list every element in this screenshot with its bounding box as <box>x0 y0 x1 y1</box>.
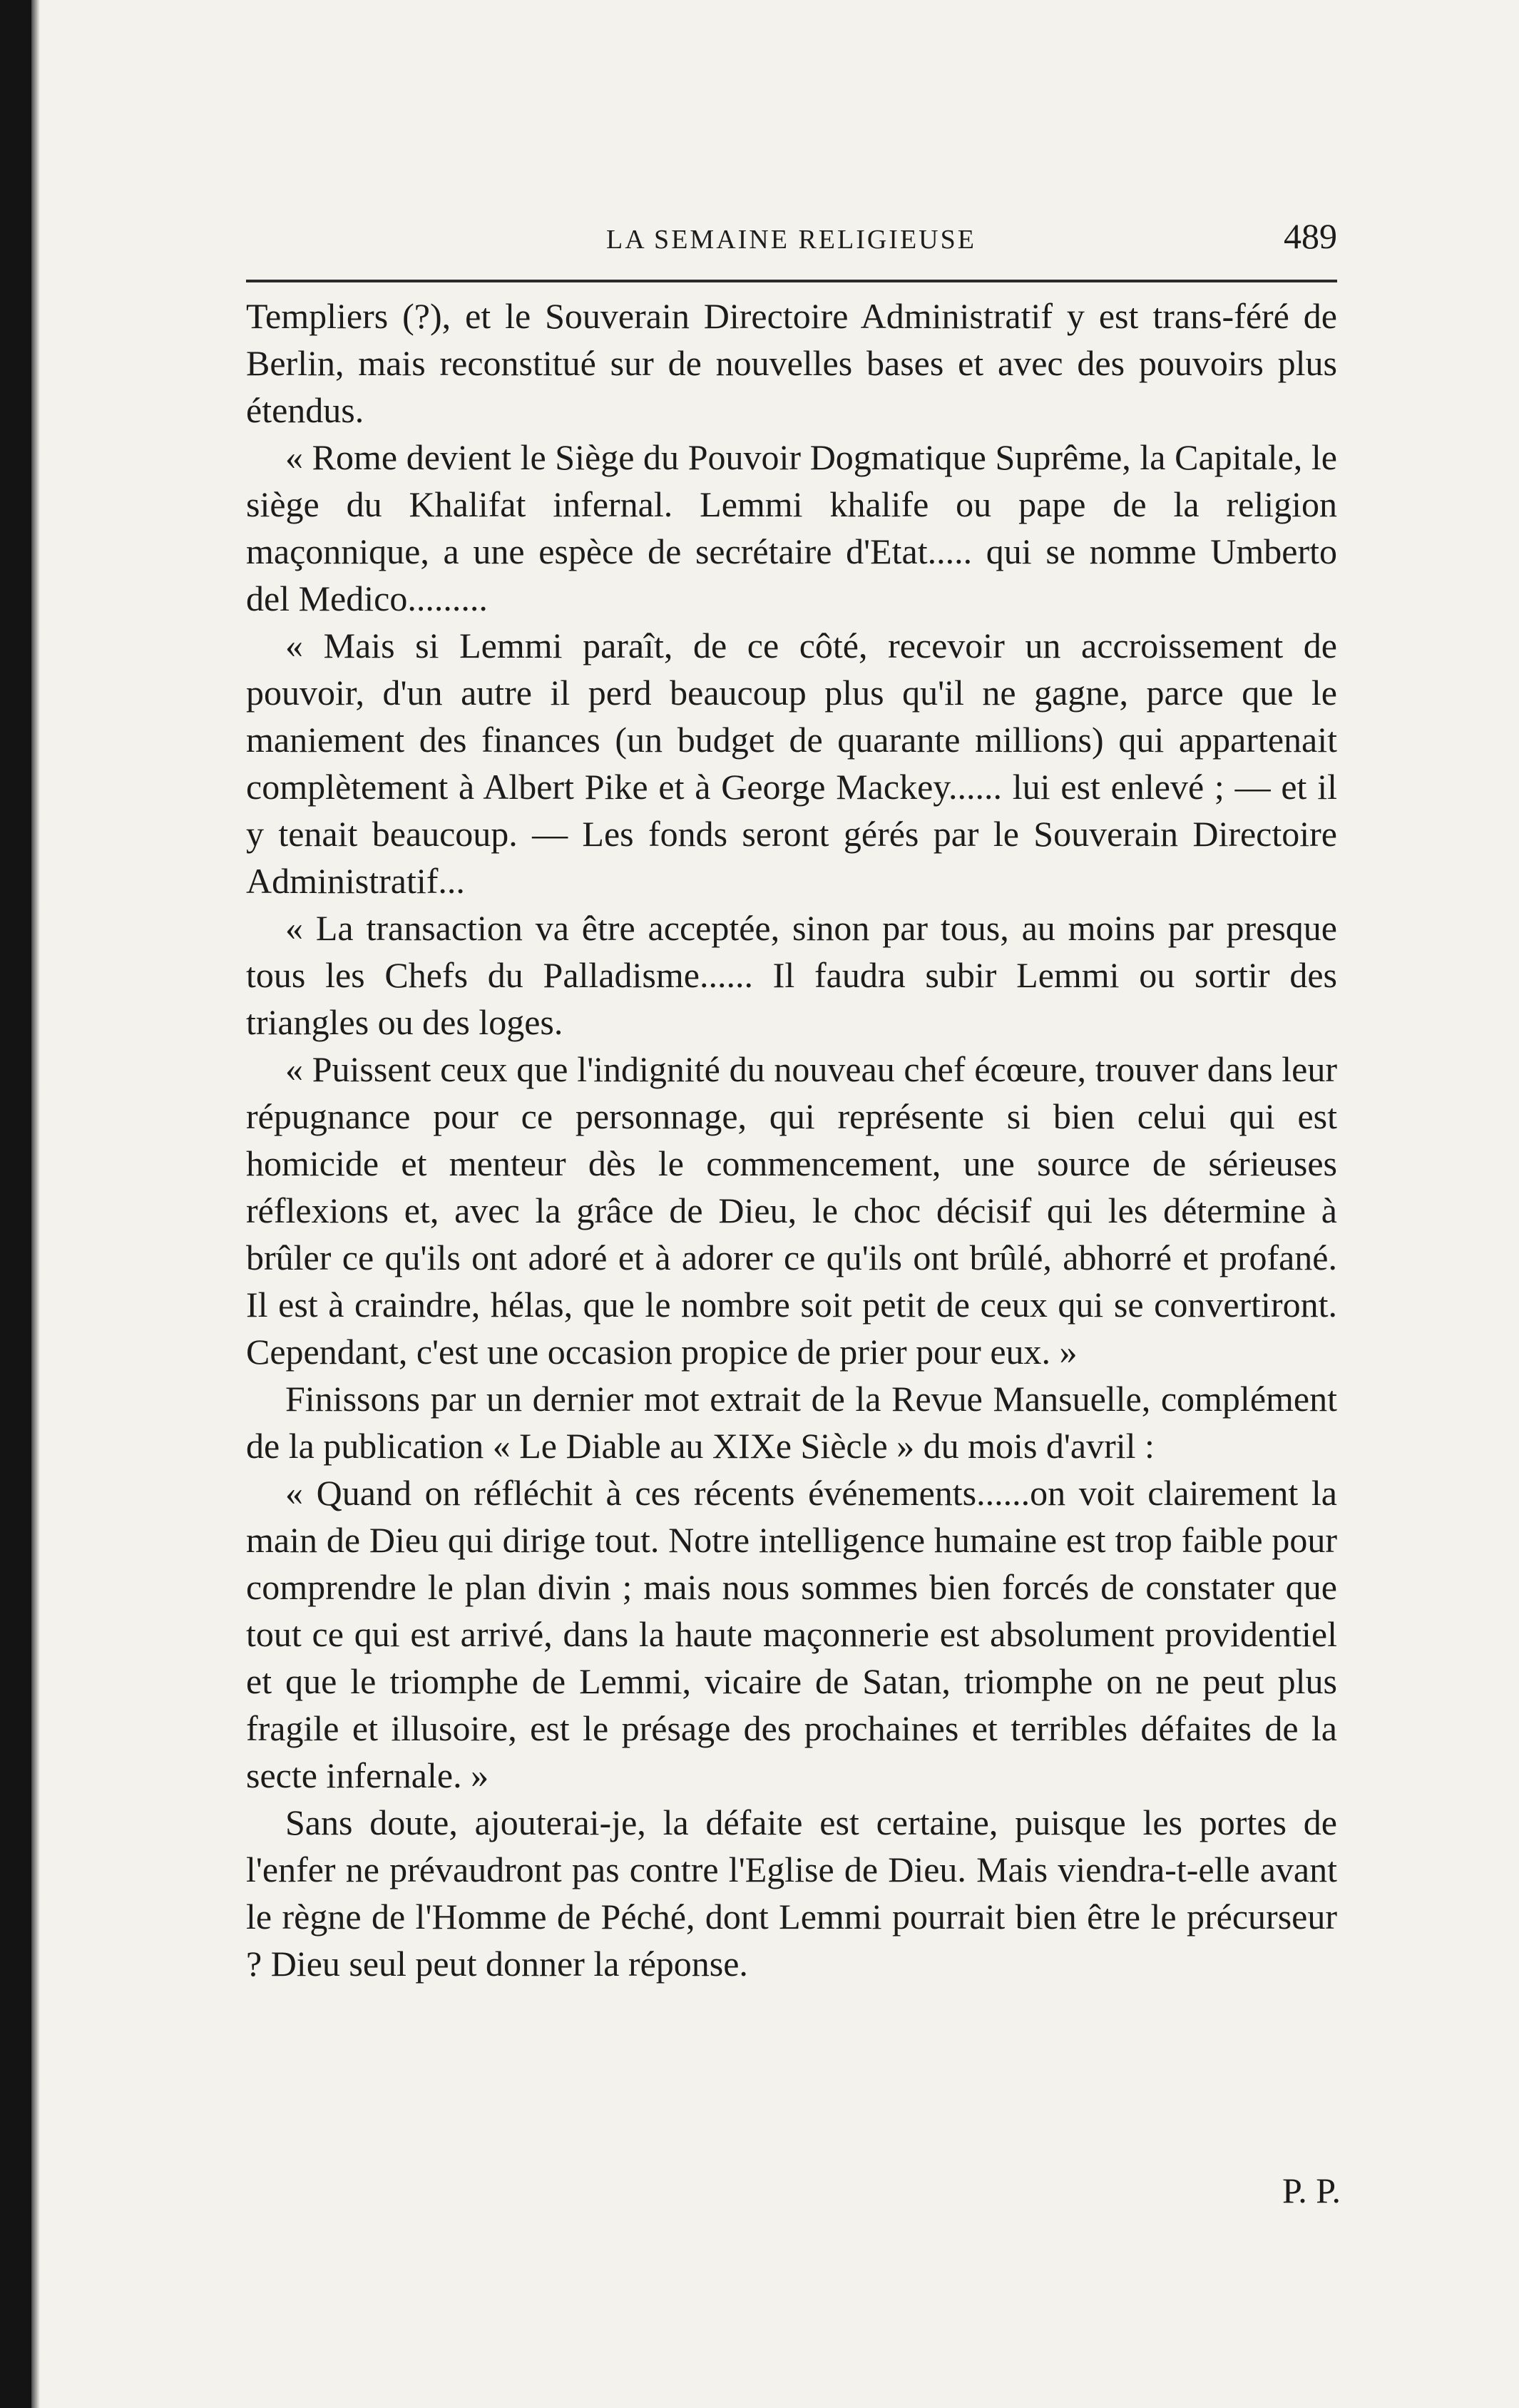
paragraph: « Puissent ceux que l'indignité du nouveau chef écœure, trouver dans leur répugnance pour ce personnage, qui représente si bien celui qui est homicide et menteur dès le commencement, une source de sérieuses réflexions et, avec la grâce de Dieu, le choc décisif qui les détermine à brûler ce qu'ils ont adoré et à adorer ce qu'ils ont brûlé, abhorré et profané. Il est à craindre, hélas, que le nombre soit petit de ceux qui se convertiront. Cependant, c'est une occasion propice de prier pour eux. » <box>246 1049 1337 1372</box>
paragraph: Templiers (?), et le Souverain Directoire Administratif y est trans-féré de Berlin, mais reconstitué sur de nouvelles bases et avec des pouvoirs plus étendus. <box>246 296 1337 430</box>
paragraph: « Mais si Lemmi paraît, de ce côté, recevoir un accroissement de pouvoir, d'un autre il perd beaucoup plus qu'il ne gagne, parce que le maniement des finances (un budget de quarante millions) qui appartenait complètement à Albert Pike et à George Mackey...... lui est enlevé ; — et il y tenait beaucoup. — Les fonds seront gérés par le Souverain Directoire Administratif... <box>246 626 1337 901</box>
binding-edge <box>0 0 31 2408</box>
paragraph: Finissons par un dernier mot extrait de la Revue Mansuelle, complément de la publication « Le Diable au XIXe Siècle » du mois d'avril : <box>246 1379 1337 1466</box>
paragraph: « Quand on réfléchit à ces récents événements......on voit clairement la main de Dieu qui dirige tout. Notre intelligence humaine est trop faible pour comprendre le plan divin ; mais nous sommes bien forcés de constater que tout ce qui est arrivé, dans la haute maçonnerie est absolument providentiel et que le triomphe de Lemmi, vicaire de Satan, triomphe on ne peut plus fragile et illusoire, est le présage des prochaines et terribles défaites de la secte infernale. » <box>246 1473 1337 1795</box>
page-number: 489 <box>1284 216 1337 256</box>
paragraph: « La transaction va être acceptée, sinon par tous, au moins par presque tous les Chefs du Palladisme...... Il faudra subir Lemmi ou sortir des triangles ou des loges. <box>246 908 1337 1042</box>
page-header <box>246 214 1337 271</box>
header-rule <box>246 280 1337 282</box>
signature: P. P. <box>1282 2170 1341 2210</box>
paragraph: Sans doute, ajouterai-je, la défaite est certaine, puisque les portes de l'enfer ne prévaudront pas contre l'Eglise de Dieu. Mais viendra-t-elle avant le règne de l'Homme de Péché, dont Lemmi pourrait bien être le précurseur ? Dieu seul peut donner la réponse. <box>246 1802 1337 1984</box>
running-title: LA SEMAINE RELIGIEUSE <box>606 225 976 255</box>
paragraph: « Rome devient le Siège du Pouvoir Dogmatique Suprême, la Capitale, le siège du Khalifat infernal. Lemmi khalife ou pape de la religion maçonnique, a une espèce de secrétaire d'Etat..... qui se nomme Umberto del Medico......... <box>246 437 1337 618</box>
body-text <box>246 292 1337 1987</box>
